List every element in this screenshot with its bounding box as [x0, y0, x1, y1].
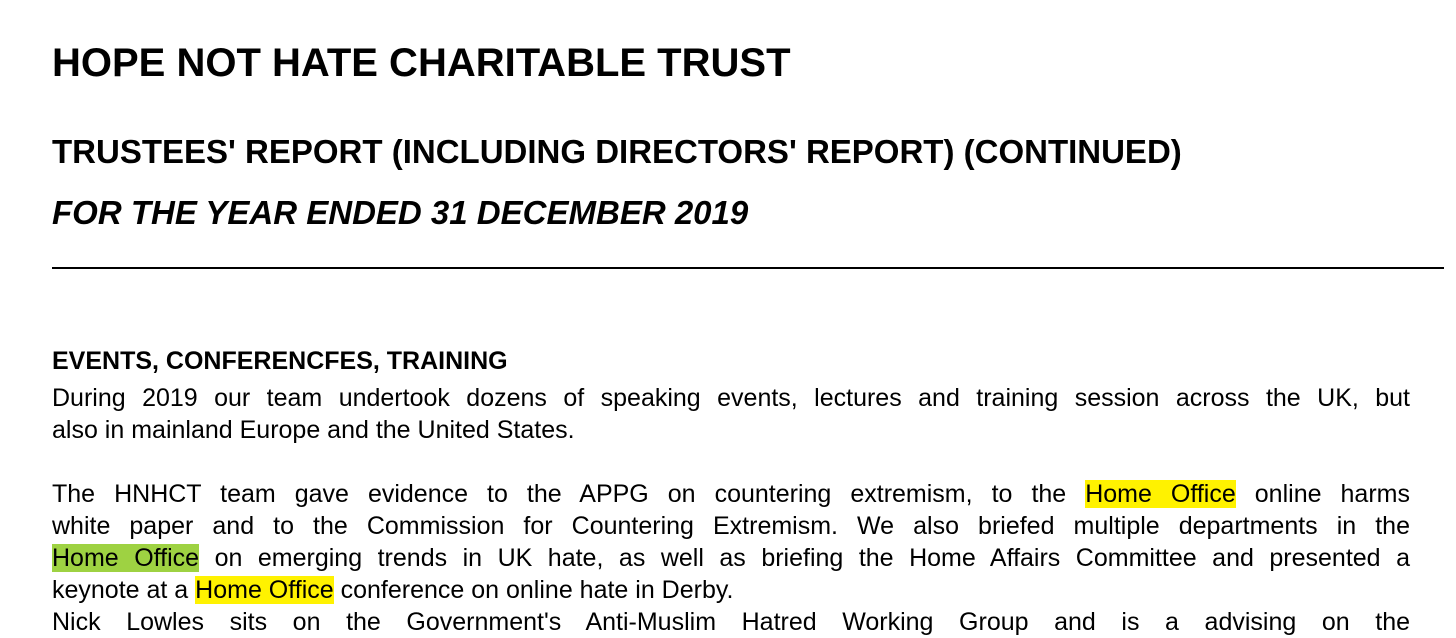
highlight-home-office: Home Office — [195, 576, 334, 604]
text-run: keynote at a — [52, 576, 189, 604]
paragraph-line: Nick Lowles sits on the Government's Anti-Muslim Hatred Working Group and is a advising on the — [52, 608, 1410, 636]
section-heading: EVENTS, CONFERENCFES, TRAINING — [52, 347, 508, 375]
paragraph-events — [52, 382, 1410, 446]
reporting-period: FOR THE YEAR ENDED 31 DECEMBER 2019 — [52, 194, 749, 231]
highlight-home-office: Home Office — [52, 544, 200, 572]
paragraph-working-group — [52, 606, 1410, 638]
text-run: on emerging trends in UK hate, as well as briefing the Home Affairs Committee and presented a — [214, 544, 1410, 572]
text-run: The HNHCT team gave evidence to the APPG on countering extremism, to the — [52, 480, 1067, 508]
text-run: conference on online hate in Derby. — [340, 576, 734, 604]
paragraph-line: During 2019 our team undertook dozens of speaking events, lectures and training session across the UK, but — [52, 384, 1410, 412]
paragraph-line: white paper and to the Commission for Countering Extremism. We also briefed multiple departments in the — [52, 512, 1410, 540]
paragraph-evidence — [52, 478, 1410, 606]
organization-title: HOPE NOT HATE CHARITABLE TRUST — [52, 41, 791, 85]
paragraph-line — [52, 542, 1410, 574]
horizontal-rule — [52, 267, 1444, 269]
text-run: online harms — [1254, 480, 1410, 508]
paragraph-line: also in mainland Europe and the United States. — [52, 416, 575, 444]
report-title: TRUSTEES' REPORT (INCLUDING DIRECTORS' REPORT) (CONTINUED) — [52, 133, 1182, 170]
paragraph-line — [52, 574, 1410, 606]
paragraph-line — [52, 478, 1410, 510]
highlight-home-office: Home Office — [1085, 480, 1236, 508]
